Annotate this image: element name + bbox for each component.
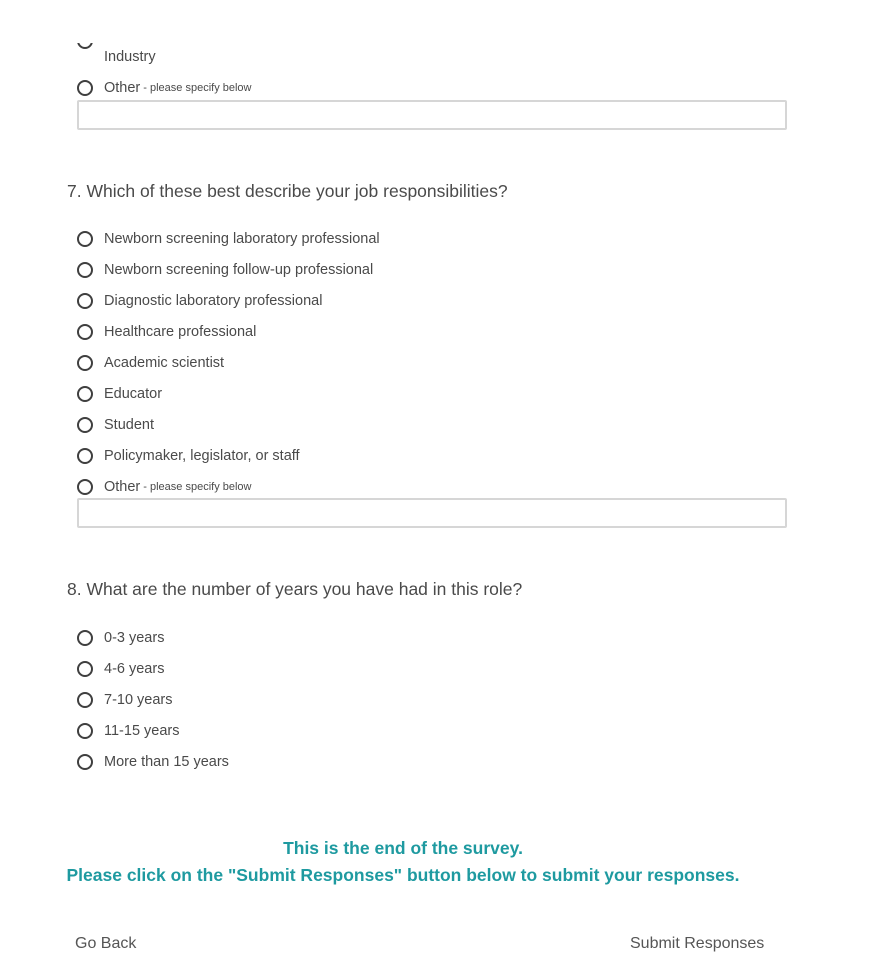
q7-option[interactable]	[77, 445, 300, 467]
q8-option[interactable]	[77, 627, 164, 649]
option-label: 0-3 years	[104, 630, 165, 646]
option-label: Other	[104, 479, 141, 495]
option-label: Academic scientist	[104, 355, 225, 371]
end-of-survey-message: This is the end of the survey.	[283, 838, 523, 858]
option-label: Newborn screening laboratory professional	[104, 231, 380, 247]
radio-button[interactable]	[77, 386, 93, 402]
option-label-industry: Industry	[104, 49, 156, 65]
radio-button[interactable]	[77, 262, 93, 278]
q7-option[interactable]	[77, 290, 322, 312]
radio-button[interactable]	[77, 293, 93, 309]
other-specify-input-prev[interactable]	[77, 100, 787, 130]
go-back-button[interactable]: Go Back	[75, 935, 137, 952]
radio-button[interactable]	[77, 324, 93, 340]
option-label: More than 15 years	[104, 754, 229, 770]
q7-option[interactable]	[77, 352, 224, 374]
q7-option-other[interactable]	[77, 476, 252, 498]
submit-instruction-message: Please click on the "Submit Responses" button below to submit your responses.	[66, 865, 740, 885]
submit-responses-button[interactable]: Submit Responses	[630, 935, 765, 952]
radio-button[interactable]	[77, 723, 93, 739]
q8-option[interactable]	[77, 720, 180, 742]
option-label: Diagnostic laboratory professional	[104, 293, 323, 309]
q7-option[interactable]	[77, 414, 154, 436]
radio-button[interactable]	[77, 448, 93, 464]
option-label: 4-6 years	[104, 661, 165, 677]
q7-other-specify-input[interactable]	[77, 498, 787, 528]
radio-button[interactable]	[77, 630, 93, 646]
option-other-prev[interactable]	[77, 77, 252, 99]
radio-button[interactable]	[77, 231, 93, 247]
option-label: 7-10 years	[104, 692, 173, 708]
radio-button[interactable]	[77, 754, 93, 770]
option-label: 11-15 years	[104, 723, 180, 739]
q8-option[interactable]	[77, 751, 229, 773]
question-8-title: 8. What are the number of years you have had in this role?	[67, 579, 523, 599]
radio-button[interactable]	[77, 355, 93, 371]
option-hint: - please specify below	[143, 82, 252, 94]
option-label: Student	[104, 417, 154, 433]
option-label: Other	[104, 80, 141, 96]
q8-option[interactable]	[77, 689, 173, 711]
option-hint: - please specify below	[143, 481, 252, 493]
radio-button[interactable]	[77, 479, 93, 495]
question-7-title: 7. Which of these best describe your job responsibilities?	[67, 181, 508, 201]
q8-option[interactable]	[77, 658, 164, 680]
q7-option[interactable]	[77, 228, 380, 250]
option-label: Healthcare professional	[104, 324, 257, 340]
option-label: Policymaker, legislator, or staff	[104, 448, 300, 464]
option-label: Newborn screening follow-up professional	[104, 262, 374, 278]
radio-button[interactable]	[77, 692, 93, 708]
radio-button[interactable]	[77, 661, 93, 677]
option-label: Educator	[104, 386, 163, 402]
q7-option[interactable]	[77, 383, 162, 405]
q7-option[interactable]	[77, 259, 373, 281]
q7-option[interactable]	[77, 321, 256, 343]
radio-button[interactable]	[77, 80, 93, 96]
radio-button[interactable]	[77, 417, 93, 433]
partial-radio-button[interactable]	[77, 43, 93, 51]
